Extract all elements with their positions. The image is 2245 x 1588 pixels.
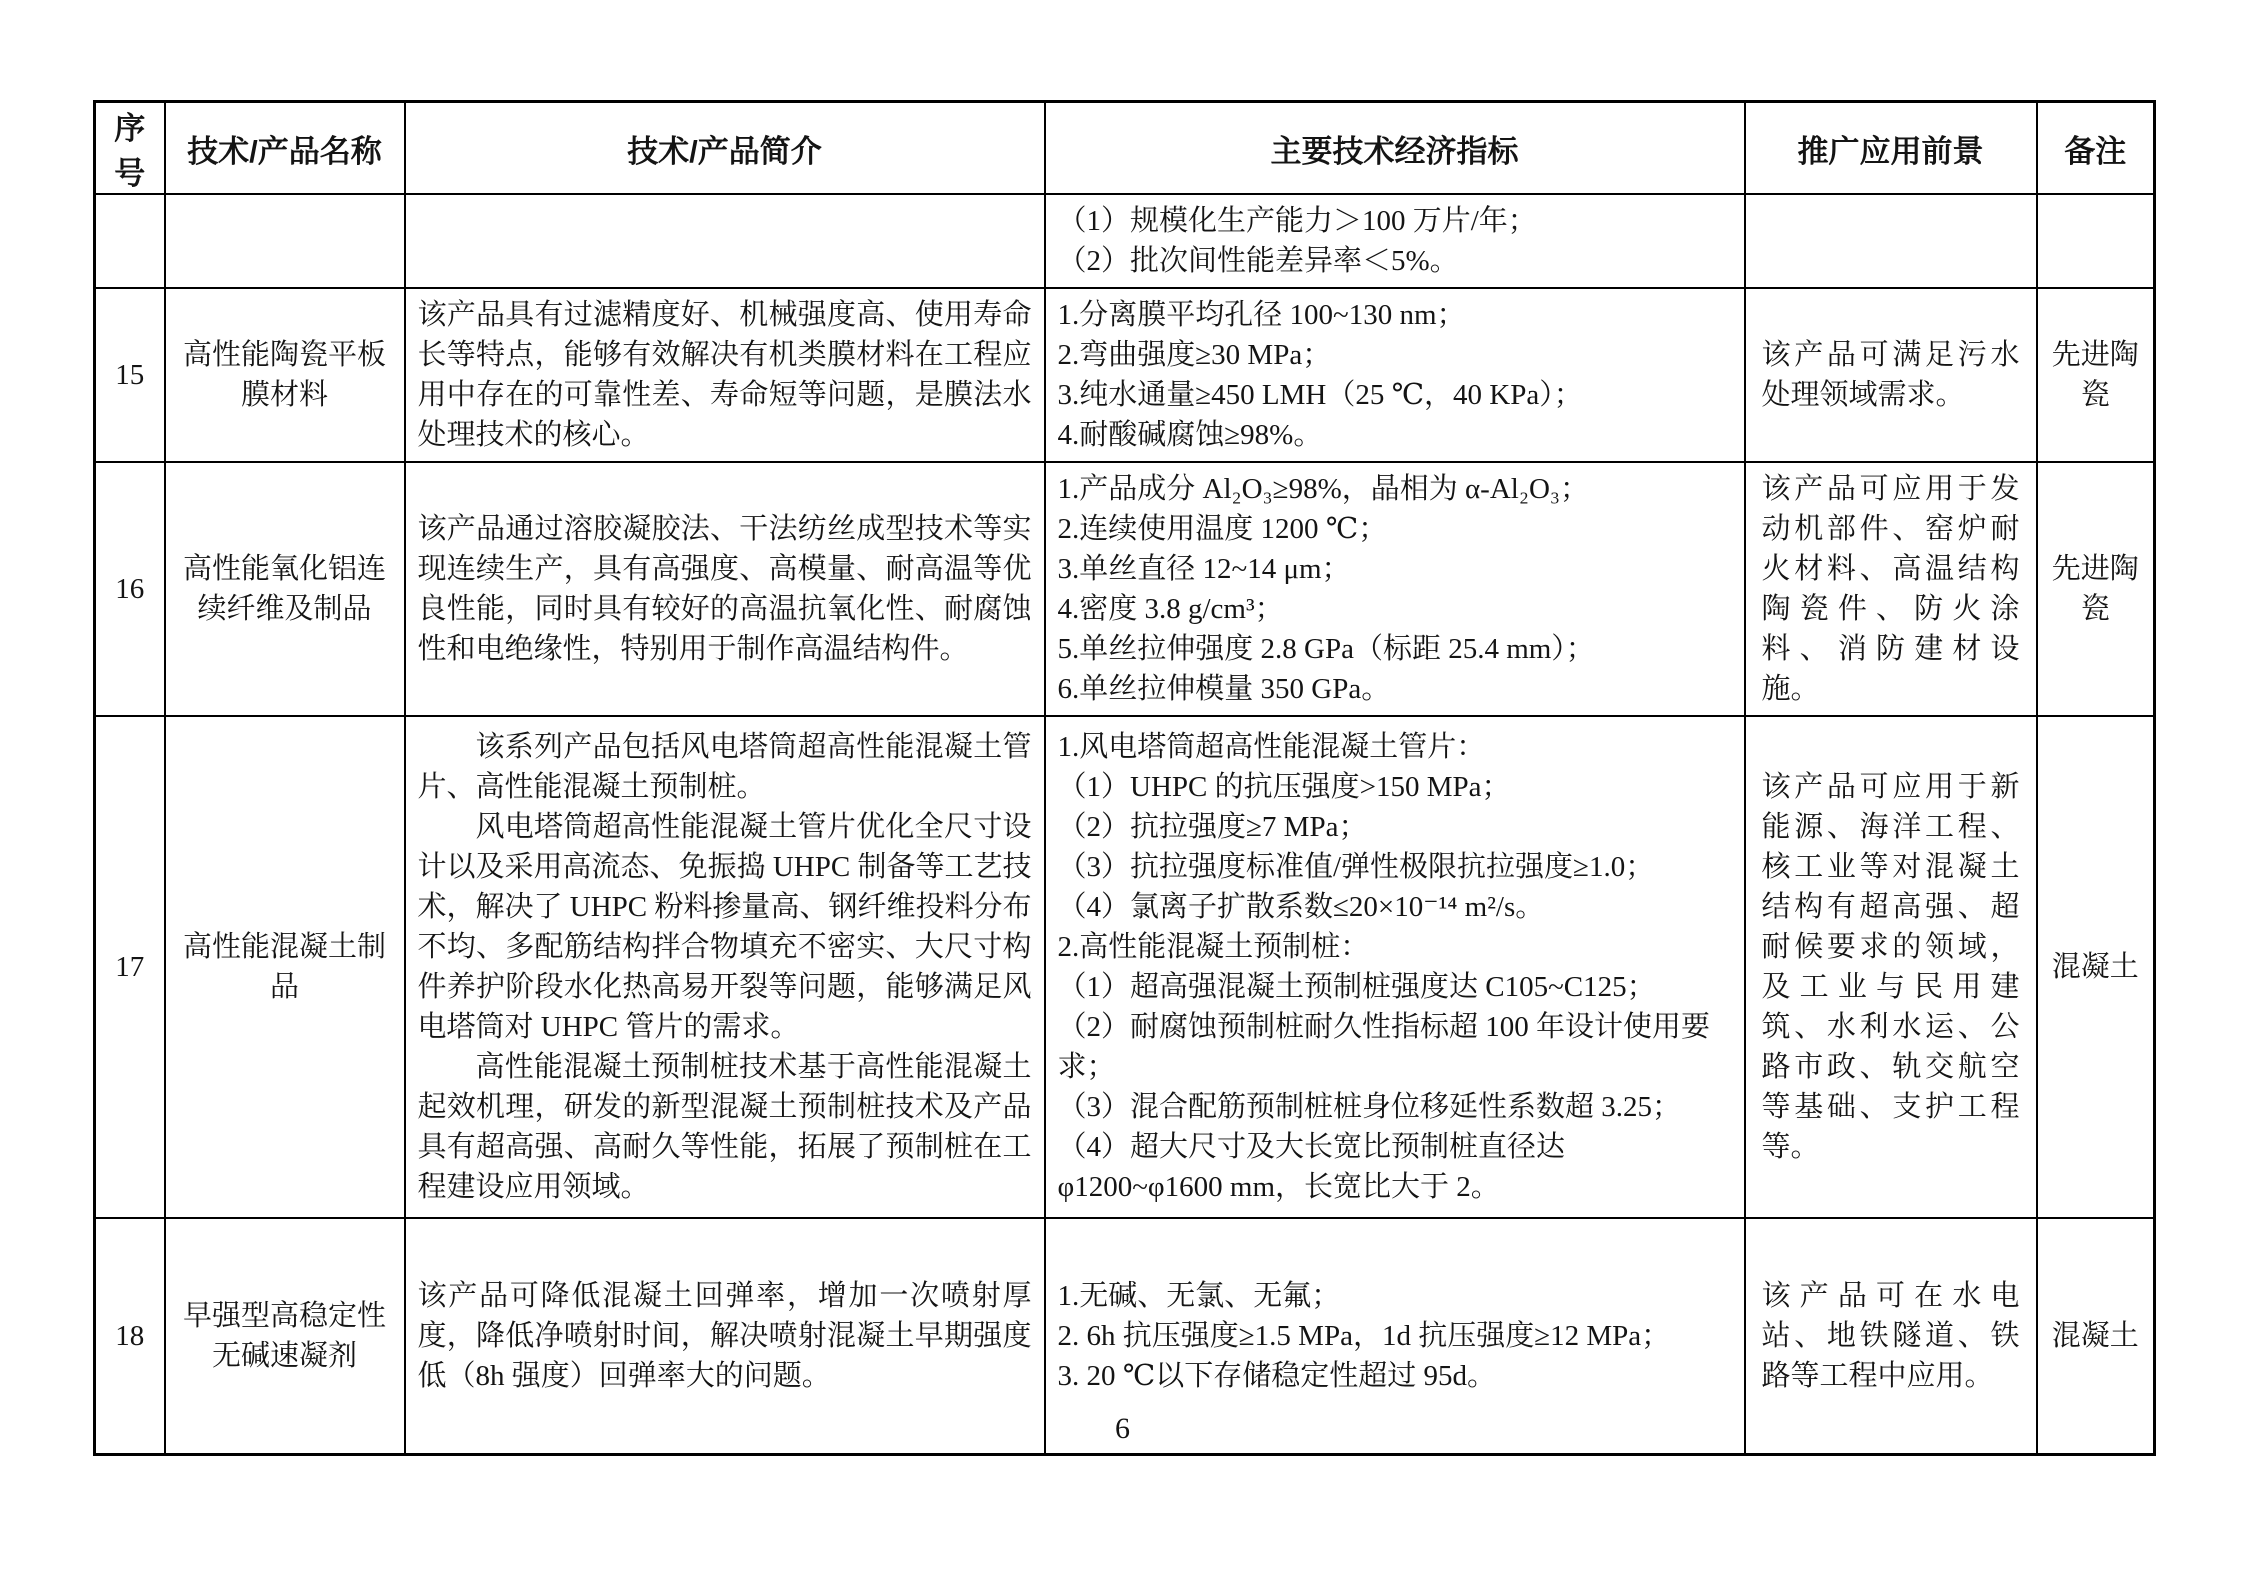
intro-paragraph: 该系列产品包括风电塔筒超高性能混凝土管片、高性能混凝土预制桩。 bbox=[417, 731, 1032, 803]
cell-serial-number bbox=[95, 716, 165, 1218]
indicator-line: 5.单丝拉伸强度 2.8 GPa（标距 25.4 mm）； bbox=[1057, 633, 1595, 665]
indicator-line: （3）混合配筋预制桩桩身位移延性系数超 3.25； bbox=[1057, 1091, 1682, 1123]
product-name: 高性能陶瓷平板膜材料 bbox=[182, 339, 386, 411]
cell-product-name bbox=[165, 716, 405, 1218]
cell-product-name bbox=[165, 288, 405, 462]
header-col-name: 技术/产品名称 bbox=[165, 102, 405, 195]
cell-remark bbox=[2037, 288, 2155, 462]
indicator-line: 4.耐酸碱腐蚀≥98%。 bbox=[1057, 419, 1323, 451]
intro-paragraph: 风电塔筒超高性能混凝土管片优化全尺寸设计以及采用高流态、免振捣 UHPC 制备等工艺技术，解决了 UHPC 粉料掺量高、钢纤维投料分布不均、多配筋结构拌合物填充不密实、大尺寸构件养护阶段水化热高易开裂等问题，能够满足风电塔筒对 UHPC 管片的需求。 bbox=[417, 811, 1032, 1043]
indicator-line: 3.单丝直径 12~14 μm； bbox=[1057, 553, 1351, 585]
indicator-line: （1）UHPC 的抗压强度>150 MPa； bbox=[1057, 771, 1511, 803]
indicator-line: （1）规模化生产能力＞100 万片/年； bbox=[1057, 205, 1537, 237]
cell-product-intro bbox=[405, 288, 1045, 462]
prospect-text: 该产品可满足污水处理领域需求。 bbox=[1761, 339, 2020, 411]
cell-product-intro bbox=[405, 194, 1045, 288]
indicator-line: 2. 6h 抗压强度≥1.5 MPa，1d 抗压强度≥12 MPa； bbox=[1057, 1319, 1671, 1352]
indicator-line: （2）抗拉强度≥7 MPa； bbox=[1057, 811, 1368, 843]
intro-paragraph: 高性能混凝土预制桩技术基于高性能混凝土起效机理，研发的新型混凝土预制桩技术及产品具有超高强、高耐久等性能，拓展了预制桩在工程建设应用领域。 bbox=[417, 1051, 1032, 1203]
cell-product-intro bbox=[405, 462, 1045, 716]
cell-prospect bbox=[1745, 194, 2037, 288]
cell-serial-number bbox=[95, 288, 165, 462]
indicator-line: 2.弯曲强度≥30 MPa； bbox=[1057, 339, 1332, 371]
cell-prospect bbox=[1745, 288, 2037, 462]
cell-prospect bbox=[1745, 462, 2037, 716]
header-col-indicators: 主要技术经济指标 bbox=[1045, 102, 1745, 195]
indicator-line: （4）超大尺寸及大长宽比预制桩直径达 φ1200~φ1600 mm，长宽比大于 2。 bbox=[1057, 1131, 1566, 1203]
cell-remark bbox=[2037, 716, 2155, 1218]
indicator-line: （3）抗拉强度标准值/弹性极限抗拉强度≥1.0； bbox=[1057, 851, 1655, 883]
product-name: 高性能氧化铝连续纤维及制品 bbox=[182, 553, 386, 625]
indicator-line: （4）氯离子扩散系数≤20×10⁻¹⁴ m²/s。 bbox=[1057, 891, 1545, 923]
page-number: 6 bbox=[1115, 1412, 1130, 1445]
cell-prospect bbox=[1745, 716, 2037, 1218]
indicator-line: 1.产品成分 Al₂O₃≥98%，晶相为 α-Al₂O₃； bbox=[1057, 473, 1590, 505]
product-name: 高性能混凝土制品 bbox=[182, 931, 386, 1003]
serial-number: 18 bbox=[115, 1319, 145, 1352]
header-col-prospect: 推广应用前景 bbox=[1745, 102, 2037, 195]
indicator-line: 3.纯水通量≥450 LMH（25 ℃，40 KPa）； bbox=[1057, 379, 1583, 411]
serial-number: 17 bbox=[115, 951, 145, 983]
product-name: 早强型高稳定性无碱速凝剂 bbox=[182, 1299, 386, 1372]
indicator-line: 1.分离膜平均孔径 100~130 nm； bbox=[1057, 299, 1466, 331]
cell-indicators bbox=[1045, 194, 1745, 288]
indicator-line: 6.单丝拉伸模量 350 GPa。 bbox=[1057, 673, 1391, 705]
table-row bbox=[95, 194, 2155, 288]
cell-serial-number bbox=[95, 194, 165, 288]
intro-paragraph: 该产品具有过滤精度好、机械强度高、使用寿命长等特点，能够有效解决有机类膜材料在工程应用中存在的可靠性差、寿命短等问题，是膜法水处理技术的核心。 bbox=[417, 299, 1032, 451]
cell-product-name bbox=[165, 462, 405, 716]
prospect-text: 该产品可应用于发动机部件、窑炉耐火材料、高温结构陶瓷件、防火涂料、消防建材设施。 bbox=[1761, 473, 2020, 705]
prospect-text: 该产品可应用于新能源、海洋工程、核工业等对混凝土结构有超高强、超耐候要求的领域，及工业与民用建筑、水利水运、公路市政、轨交航空等基础、支护工程等。 bbox=[1761, 771, 2020, 1163]
cell-product-name bbox=[165, 194, 405, 288]
header-col-no: 序号 bbox=[95, 102, 165, 195]
table-body bbox=[95, 194, 2155, 1454]
cell-serial-number bbox=[95, 462, 165, 716]
indicator-line: 3. 20 ℃以下存储稳定性超过 95d。 bbox=[1057, 1359, 1496, 1392]
remark-text: 先进陶瓷 bbox=[2051, 553, 2139, 625]
tech-product-table bbox=[93, 100, 2156, 1456]
table-header-row bbox=[95, 102, 2155, 195]
indicator-line: 1.无碱、无氯、无氟； bbox=[1057, 1279, 1341, 1312]
table-row bbox=[95, 288, 2155, 462]
serial-number: 15 bbox=[115, 359, 145, 391]
cell-indicators bbox=[1045, 462, 1745, 716]
intro-paragraph: 该产品通过溶胶凝胶法、干法纺丝成型技术等实现连续生产，具有高强度、高模量、耐高温等优良性能，同时具有较好的高温抗氧化性、耐腐蚀性和电绝缘性，特别用于制作高温结构件。 bbox=[417, 513, 1032, 665]
indicator-line: 2.高性能混凝土预制桩： bbox=[1057, 931, 1370, 963]
remark-text: 混凝土 bbox=[2051, 1319, 2139, 1352]
prospect-text: 该产品可在水电站、地铁隧道、铁路等工程中应用。 bbox=[1761, 1279, 2020, 1392]
indicator-line: 4.密度 3.8 g/cm³； bbox=[1057, 593, 1284, 625]
cell-remark bbox=[2037, 194, 2155, 288]
indicator-line: （2）耐腐蚀预制桩耐久性指标超 100 年设计使用要求； bbox=[1057, 1011, 1711, 1083]
indicator-line: 2.连续使用温度 1200 ℃； bbox=[1057, 513, 1388, 545]
remark-text: 混凝土 bbox=[2051, 951, 2139, 983]
remark-text: 先进陶瓷 bbox=[2051, 339, 2139, 411]
header-col-remark: 备注 bbox=[2037, 102, 2155, 195]
cell-remark bbox=[2037, 462, 2155, 716]
intro-paragraph: 该产品可降低混凝土回弹率，增加一次喷射厚度，降低净喷射时间，解决喷射混凝土早期强度低（8h 强度）回弹率大的问题。 bbox=[417, 1279, 1032, 1392]
table-row bbox=[95, 716, 2155, 1218]
table-row bbox=[95, 462, 2155, 716]
header-col-intro: 技术/产品简介 bbox=[405, 102, 1045, 195]
cell-product-intro bbox=[405, 716, 1045, 1218]
indicator-line: （1）超高强混凝土预制桩强度达 C105~C125； bbox=[1057, 971, 1656, 1003]
indicator-line: 1.风电塔筒超高性能混凝土管片： bbox=[1057, 731, 1486, 763]
indicator-line: （2）批次间性能差异率＜5%。 bbox=[1057, 245, 1459, 277]
cell-indicators bbox=[1045, 288, 1745, 462]
cell-indicators bbox=[1045, 716, 1745, 1218]
serial-number: 16 bbox=[115, 573, 145, 605]
